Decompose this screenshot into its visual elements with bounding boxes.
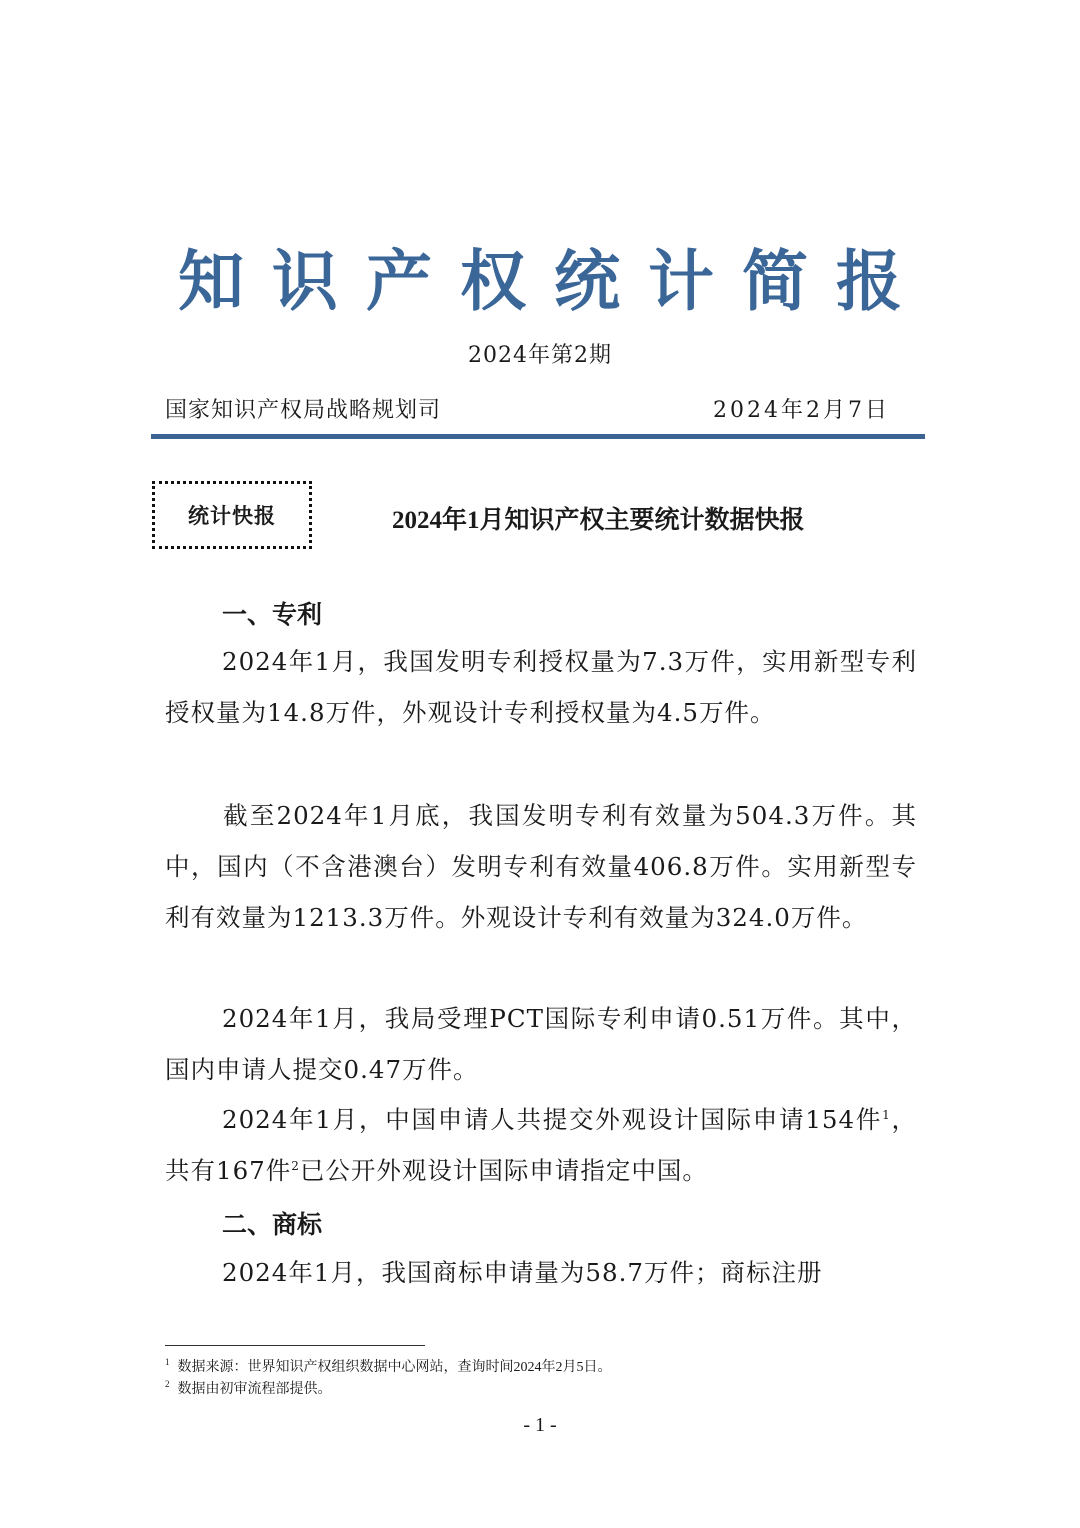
header-divider	[151, 434, 925, 439]
footnote-divider	[165, 1345, 425, 1346]
section-heading-trademark: 二、商标	[222, 1210, 323, 1239]
page-number: - 1 -	[523, 1414, 557, 1436]
footnote-1: $^1$ 数据来源：世界知识产权组织数据中心网站，查询时间2024年2月5日。	[165, 1357, 612, 1375]
footnote-2: $^2$ 数据由初审流程部提供。	[165, 1379, 332, 1397]
paragraph-patent-valid: 截至2024年1月底，我国发明专利有效量为504.3万件。其中，国内（不含港澳台）发明专利有效量406.8万件。实用新型专利有效量为1213.3万件。外观设计专利有效量为324.0万件。	[165, 801, 917, 932]
section-heading-patent: 一、专利	[222, 600, 323, 629]
footnote-ref-1[interactable]: 1	[882, 1107, 891, 1122]
paragraph-design-intl: 2024年1月，中国申请人共提交外观设计国际申请154件$^1$，共有167件$^2$已公开外观设计国际申请指定中国。	[165, 1105, 918, 1185]
category-tag-box	[152, 481, 312, 549]
paragraph-pct: 2024年1月，我局受理PCT国际专利申请0.51万件。其中，国内申请人提交0.47万件。	[165, 1004, 917, 1084]
publish-date: 2024年2月7日	[713, 398, 890, 423]
footnote-ref-2[interactable]: 2	[291, 1158, 300, 1173]
paragraph-trademark: 2024年1月，我国商标申请量为58.7万件；商标注册	[222, 1258, 823, 1287]
category-tag-label: 统计快报	[188, 504, 276, 528]
document-title: 2024年1月知识产权主要统计数据快报	[392, 507, 805, 534]
paragraph-patent-grants: 2024年1月，我国发明专利授权量为7.3万件，实用新型专利授权量为14.8万件，外观设计专利授权量为4.5万件。	[165, 647, 917, 727]
masthead-title: 知识产权统计简报	[178, 242, 930, 320]
issue-number: 2024年第2期	[468, 343, 612, 368]
publisher-org: 国家知识产权局战略规划司	[165, 398, 442, 423]
